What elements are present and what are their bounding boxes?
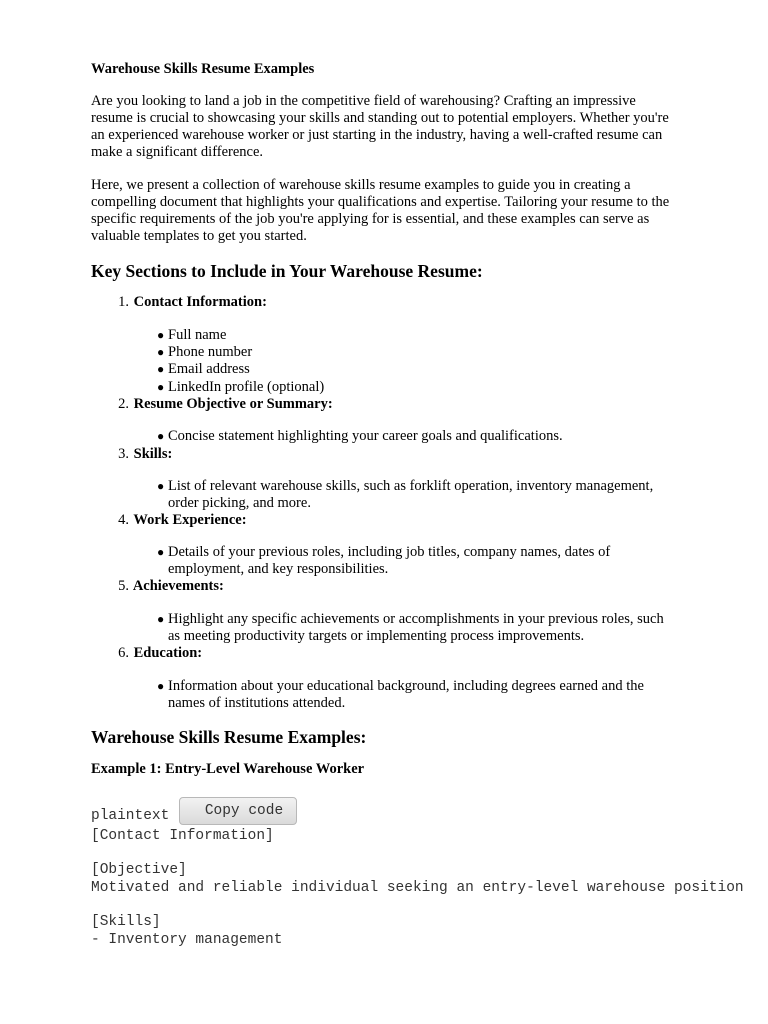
section-label: Achievements:	[132, 578, 224, 594]
section-item-contact	[91, 294, 267, 311]
intro-paragraph-1	[91, 93, 731, 161]
bullet-icon: ●	[157, 479, 165, 493]
bullet-icon: ●	[157, 545, 165, 559]
paragraph-line: specific requirements of the job you're applying for is essential, and these examples can serve as	[91, 211, 650, 227]
paragraph-line: valuable templates to get you started.	[91, 228, 307, 244]
paragraph-line: resume is crucial to showcasing your skills and standing out to potential employers. Whether you're	[91, 110, 669, 126]
code-line: - Inventory management	[91, 932, 283, 948]
paragraph-line: make a significant difference.	[91, 144, 264, 160]
bullet-icon: ●	[157, 362, 165, 376]
example-1-heading: Example 1: Entry-Level Warehouse Worker	[91, 761, 365, 777]
bullet-item	[157, 678, 644, 712]
code-line: [Contact Information]	[91, 828, 274, 844]
paragraph-line: an experienced warehouse worker or just starting in the industry, having a well-crafted resume can	[91, 127, 663, 143]
section-number: 4.	[118, 512, 129, 528]
code-line: [Skills]	[91, 914, 161, 930]
bullet-icon: ●	[157, 345, 165, 359]
copy-code-button[interactable]: Copy code	[179, 797, 297, 825]
section-label: Resume Objective or Summary:	[133, 396, 333, 412]
bullet-item	[157, 361, 250, 378]
section-number: 5.	[118, 578, 129, 594]
section-label: Education:	[133, 645, 203, 661]
bullet-item	[157, 478, 653, 512]
section-number: 1.	[118, 294, 129, 310]
paragraph-line: Here, we present a collection of warehouse skills resume examples to guide you in creating a	[91, 177, 631, 193]
paragraph-line: Are you looking to land a job in the competitive field of warehousing? Crafting an impressive	[91, 93, 636, 109]
bullet-text: Information about your educational background, including degrees earned and the	[168, 678, 644, 694]
key-sections-heading: Key Sections to Include in Your Warehouse Resume:	[91, 261, 483, 281]
bullet-text: Highlight any specific achievements or accomplishments in your previous roles, such	[168, 611, 664, 627]
examples-heading: Warehouse Skills Resume Examples:	[91, 727, 367, 747]
bullet-text: employment, and key responsibilities.	[168, 561, 389, 577]
bullet-text: Concise statement highlighting your career goals and qualifications.	[168, 428, 563, 444]
paragraph-line: compelling document that highlights your qualifications and expertise. Tailoring your resume to the	[91, 194, 670, 210]
section-number: 2.	[118, 396, 129, 412]
code-line: Motivated and reliable individual seeking an entry-level warehouse position	[91, 880, 744, 896]
bullet-icon: ●	[157, 380, 165, 394]
bullet-icon: ●	[157, 429, 165, 443]
section-item-skills	[91, 446, 172, 463]
bullet-text: List of relevant warehouse skills, such as forklift operation, inventory management,	[168, 478, 654, 494]
bullet-text: as meeting productivity targets or implementing process improvements.	[168, 628, 585, 644]
code-language-label: plaintext	[91, 808, 170, 824]
bullet-item	[157, 379, 324, 396]
bullet-text: order picking, and more.	[168, 495, 311, 511]
bullet-icon: ●	[157, 612, 165, 626]
document-title: Warehouse Skills Resume Examples	[91, 61, 315, 77]
bullet-text: Details of your previous roles, including job titles, company names, dates of	[168, 544, 611, 560]
section-number: 3.	[118, 446, 129, 462]
section-item-achievements	[91, 578, 224, 595]
bullet-text: names of institutions attended.	[168, 695, 346, 711]
bullet-item	[157, 611, 664, 645]
section-item-objective	[91, 396, 333, 413]
bullet-icon: ●	[157, 679, 165, 693]
section-label: Skills:	[133, 446, 173, 462]
intro-paragraph-2	[91, 177, 731, 245]
section-label: Work Experience:	[133, 512, 247, 528]
bullet-text: Phone number	[168, 344, 253, 360]
section-label: Contact Information:	[133, 294, 267, 310]
bullet-icon: ●	[157, 328, 165, 342]
bullet-text: LinkedIn profile (optional)	[168, 379, 325, 395]
section-item-education	[91, 645, 202, 662]
bullet-item	[157, 327, 226, 344]
bullet-item	[157, 344, 252, 361]
section-number: 6.	[118, 645, 129, 661]
bullet-item	[157, 544, 610, 578]
bullet-text: Email address	[168, 361, 250, 377]
section-item-work-experience	[91, 512, 247, 529]
bullet-item	[157, 428, 563, 445]
bullet-text: Full name	[168, 327, 227, 343]
code-line: [Objective]	[91, 862, 187, 878]
